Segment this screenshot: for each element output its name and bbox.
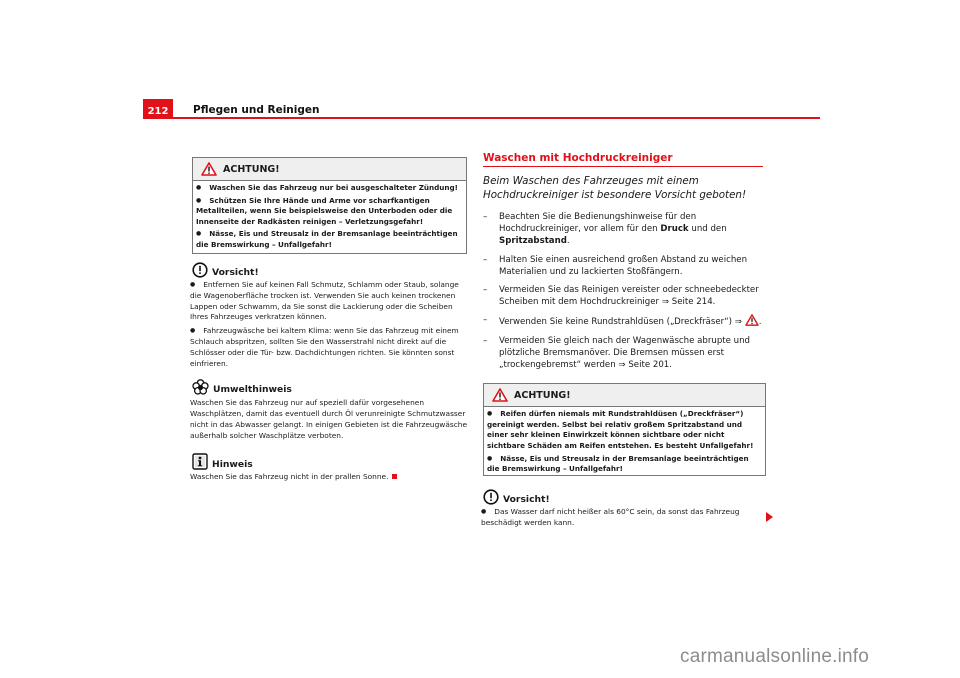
caution-body bbox=[481, 507, 751, 529]
caution-header bbox=[192, 261, 467, 279]
caution-header bbox=[483, 488, 766, 506]
environment-title: Umwelthinweis bbox=[213, 384, 292, 396]
header-divider bbox=[143, 117, 820, 119]
end-of-section-marker bbox=[392, 474, 397, 479]
chapter-title: Pflegen und Reinigen bbox=[193, 104, 320, 116]
environment-note bbox=[192, 378, 467, 441]
instruction-item: – Vermeiden Sie das Reinigen vereister oder schneebedeckter Scheiben mit dem Hochdruckreiniger ⇒ Seite 214. bbox=[483, 284, 766, 308]
warning-item: ● Waschen Sie das Fahrzeug nur bei ausgeschalteter Zündung! bbox=[196, 183, 462, 194]
instruction-item: – Vermeiden Sie gleich nach der Wagenwäsche abrupte und plötzliche Bremsmanöver. Die Bremsen müssen erst „trockengebremst“ werden ⇒ Seite 201. bbox=[483, 335, 766, 372]
page-number: 212 bbox=[147, 106, 169, 117]
caution-note bbox=[483, 488, 766, 529]
warning-triangle-icon bbox=[201, 162, 217, 176]
warning-header bbox=[484, 384, 765, 407]
page-number-badge bbox=[143, 99, 173, 119]
hint-title: Hinweis bbox=[212, 458, 253, 470]
warning-body bbox=[484, 407, 765, 480]
emphasis-druck: Druck bbox=[660, 224, 689, 235]
instruction-item: – Beachten Sie die Bedienungshinweise für den Hochdruckreiniger, vor allem für den Druck und den Spritzabstand. bbox=[483, 212, 727, 247]
caution-item: ● Fahrzeugwäsche bei kaltem Klima: wenn Sie das Fahrzeug mit einem Schlauch abspritzen, sollten Sie den Wasserstrahl nicht direkt auf die Schlösser oder die Tür- bzw. Dachdichtungen richten. Sie könnten sonst einfrieren. bbox=[190, 326, 467, 369]
caution-note bbox=[192, 261, 467, 369]
warning-item: ● Nässe, Eis und Streusalz in der Bremsanlage beeinträchtigen die Bremswirkung – Unfallgefahr! bbox=[487, 454, 761, 475]
warning-triangle-icon[interactable] bbox=[745, 314, 759, 326]
right-column bbox=[483, 152, 766, 532]
warning-title: ACHTUNG! bbox=[223, 163, 280, 175]
warning-body bbox=[193, 181, 466, 256]
section-lead: Beim Waschen des Fahrzeuges mit einem Hochdruckreiniger ist besondere Vorsicht geboten! bbox=[483, 175, 747, 201]
exclamation-circle-icon bbox=[192, 262, 208, 278]
page-reference-link[interactable]: Vermeiden Sie das Reinigen vereister oder schneebedeckter Scheiben mit dem Hochdruckreiniger ⇒ Seite 214. bbox=[499, 285, 759, 308]
hint-body bbox=[190, 472, 467, 483]
warning-header bbox=[193, 158, 466, 181]
caution-item: ● Das Wasser darf nicht heißer als 60°C sein, da sonst das Fahrzeug beschädigt werden kann. bbox=[481, 507, 751, 529]
warning-box bbox=[483, 383, 766, 476]
hint-note bbox=[192, 453, 467, 483]
info-icon bbox=[192, 453, 208, 470]
page-reference-link[interactable]: Vermeiden Sie gleich nach der Wagenwäsche abrupte und plötzliche Bremsmanöver. Die Bremsen müssen erst „trockengebremst“ werden ⇒ Seite 201. bbox=[499, 335, 751, 371]
instruction-list bbox=[483, 211, 766, 371]
caution-body bbox=[190, 280, 467, 369]
instruction-item: – Halten Sie einen ausreichend großen Abstand zu weichen Materialien und zu lackierten Stoßfängern. bbox=[483, 254, 748, 277]
hint-text: Waschen Sie das Fahrzeug nicht in der prallen Sonne. bbox=[190, 471, 389, 481]
warning-triangle-icon bbox=[492, 388, 508, 402]
environment-text: Waschen Sie das Fahrzeug nur auf speziell dafür vorgesehenen Waschplätzen, damit das eventuell durch Öl verunreinigte Schmutzwasser nicht in das Abwasser gelangt. In einigen Gebieten ist die Fahrzeugwäsche außerhalb solcher Waschplätze verboten. bbox=[190, 398, 467, 440]
warning-item: ● Reifen dürfen niemals mit Rundstrahldüsen („Dreckfräser“) gereinigt werden. Selbst bei relativ großem Spritzabstand und einer sehr kleinen Einwirkzeit können sichtbare oder nicht sichtbare Schäden am Reifen entstehen. Es besteht Unfallgefahr! bbox=[487, 409, 761, 451]
next-page-arrow-icon[interactable] bbox=[766, 512, 773, 522]
watermark: carmanualsonline.info bbox=[680, 646, 870, 667]
warning-title: ACHTUNG! bbox=[514, 389, 571, 401]
caution-title: Vorsicht! bbox=[503, 494, 550, 506]
warning-box bbox=[192, 157, 467, 254]
exclamation-circle-icon bbox=[483, 489, 499, 505]
emphasis-spritzabstand: Spritzabstand bbox=[499, 236, 567, 247]
caution-item: ● Entfernen Sie auf keinen Fall Schmutz, Schlamm oder Staub, solange die Wagenoberfläche trocken ist. Verwenden Sie auch keinen trockenen Lappen oder Schwamm, da Sie sonst die Lackierung oder die Scheiben Ihres Fahrzeuges verkratzen können. bbox=[190, 280, 467, 323]
instruction-item: – Verwenden Sie keine Rundstrahldüsen („Dreckfräser“) ⇒ . bbox=[483, 315, 762, 328]
warning-item: ● Schützen Sie Ihre Hände und Arme vor scharfkantigen Metallteilen, wenn Sie beispielsweise den Unterboden oder die Innenseite der Radkästen reinigen – Verletzungsgefahr! bbox=[196, 196, 462, 228]
hint-header bbox=[192, 453, 467, 471]
left-column bbox=[192, 157, 467, 482]
flower-icon bbox=[192, 379, 209, 395]
warning-item: ● Nässe, Eis und Streusalz in der Bremsanlage beeinträchtigen die Bremswirkung – Unfallgefahr! bbox=[196, 229, 462, 250]
caution-title: Vorsicht! bbox=[212, 267, 259, 278]
environment-header bbox=[192, 378, 467, 396]
section-title: Waschen mit Hochdruckreiniger bbox=[483, 152, 763, 167]
